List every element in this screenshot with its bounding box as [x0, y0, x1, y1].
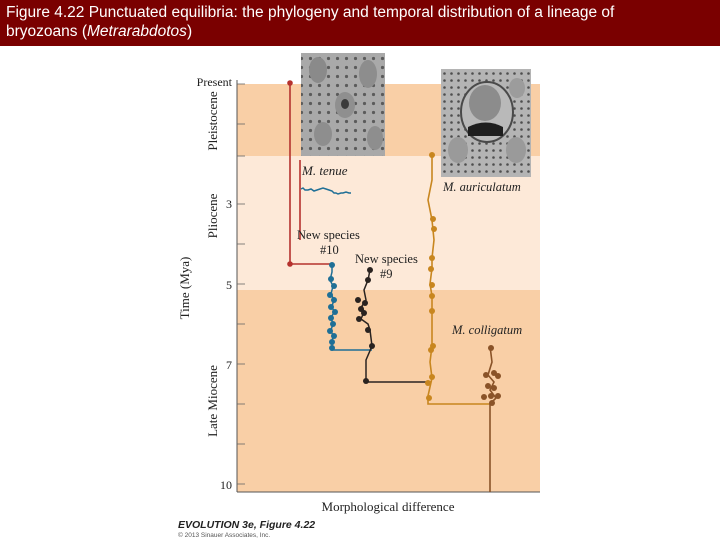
epoch-pliocene: Pliocene [205, 193, 220, 239]
epoch-pleistocene: Pleistocene [205, 91, 220, 151]
label-m-auriculatum: M. auriculatum [443, 180, 521, 194]
band-late-miocene [237, 290, 540, 492]
m-tenue-photo [301, 53, 385, 156]
tick-label-7: 7 [226, 358, 232, 372]
label-m-tenue: M. tenue [302, 163, 348, 178]
y-axis-title: Time (Mya) [177, 256, 192, 320]
label-new-species-10-line1: New species [297, 228, 360, 242]
label-m-colligatum: M. colligatum [452, 323, 523, 337]
caption-line-2: bryozoans (Metrarabdotos) [6, 23, 193, 40]
x-axis-title: Morphological difference [321, 499, 455, 514]
tick-label-5: 5 [226, 278, 232, 292]
label-new-species-10-line2: #10 [320, 243, 339, 257]
tick-label-3: 3 [226, 197, 232, 211]
label-new-species-9-line1: New species [355, 252, 418, 266]
tick-label-present: Present [196, 75, 232, 89]
tick-label-10: 10 [220, 478, 232, 492]
caption-line-1: Figure 4.22 Punctuated equilibria: the phylogeny and temporal distribution of a lineage of [6, 4, 615, 21]
caption-genus: Metrarabdotos [86, 23, 187, 40]
credit-title: EVOLUTION 3e, Figure 4.22 [178, 519, 316, 531]
m-auriculatum-photo [441, 69, 531, 177]
label-new-species-9-line2: #9 [380, 267, 393, 281]
epoch-labels [205, 91, 220, 437]
credit-copyright: © 2013 Sinauer Associates, Inc. [178, 532, 271, 539]
epoch-late-miocene: Late Miocene [205, 365, 220, 437]
